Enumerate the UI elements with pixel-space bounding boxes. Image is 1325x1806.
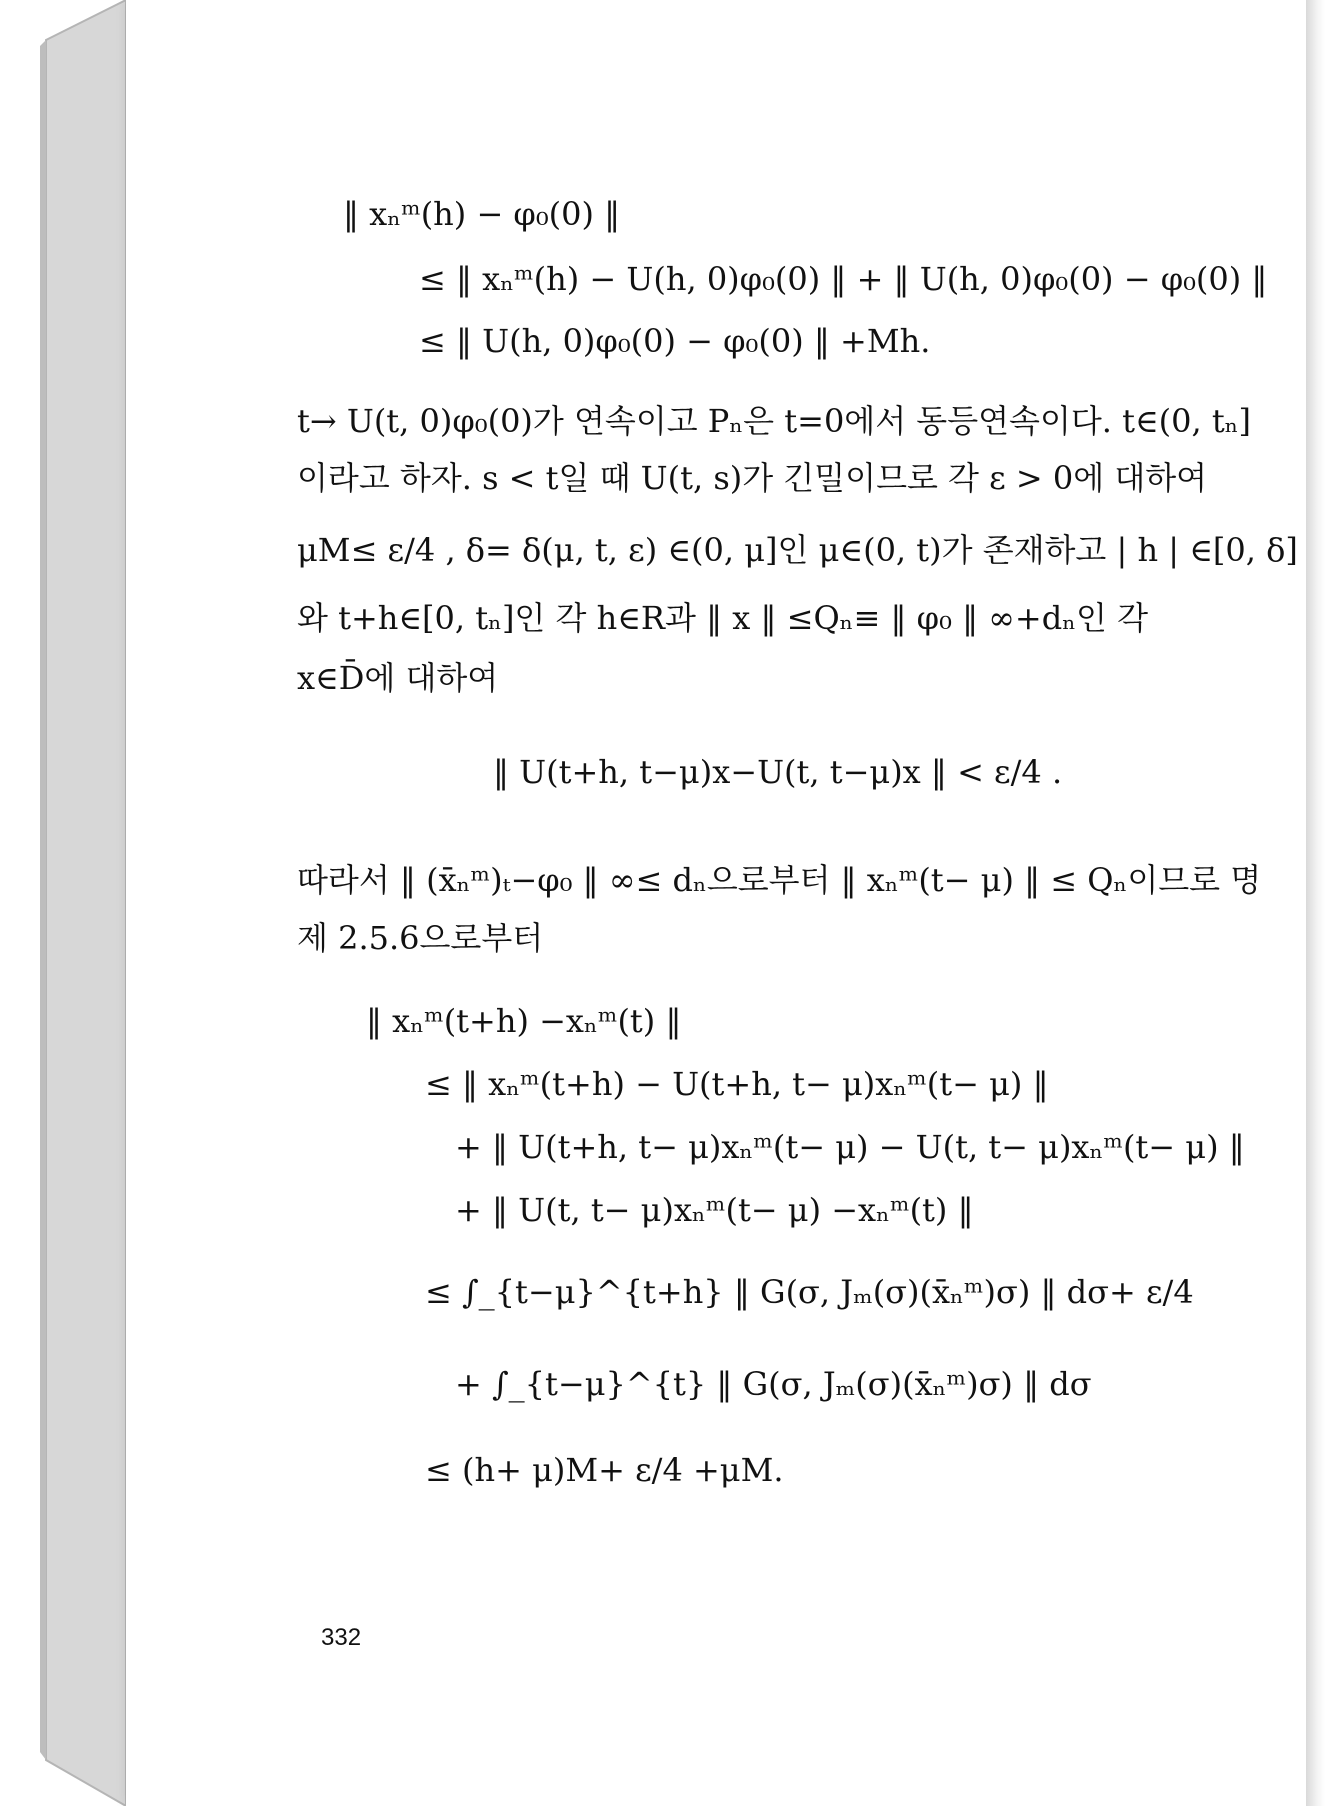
text-line-6: 따라서 ‖ (x̄ₙᵐ)ₜ−φ₀ ‖ ∞≤ dₙ으로부터 ‖ xₙᵐ(t− μ) ‖ ≤ Qₙ이므로 명 (297, 861, 1262, 899)
math-line-1: ‖ xₙᵐ(h) − φ₀(0) ‖ (343, 195, 621, 233)
page-edge (1306, 0, 1325, 1806)
book-spine (0, 0, 130, 1806)
math-line-6: + ‖ U(t+h, t− μ)xₙᵐ(t− μ) − U(t, t− μ)xₙᵐ(t− μ) ‖ (455, 1128, 1245, 1166)
math-line-3: ≤ ‖ U(h, 0)φ₀(0) − φ₀(0) ‖ +Mh. (419, 322, 931, 360)
text-line-3: μM≤ ε/4 , δ= δ(μ, t, ε) ∈(0, μ]인 μ∈(0, t)가 존재하고 | h | ∈[0, δ] (297, 531, 1298, 569)
text-line-4: 와 t+h∈[0, tₙ]인 각 h∈R과 ‖ x ‖ ≤Qₙ≡ ‖ φ₀ ‖ ∞+dₙ인 각 (297, 599, 1149, 637)
math-display-1: ‖ U(t+h, t−μ)x−U(t, t−μ)x ‖ < ε/4 . (493, 753, 1063, 791)
math-line-10: ≤ (h+ μ)M+ ε/4 +μM. (425, 1451, 784, 1489)
math-line-7: + ‖ U(t, t− μ)xₙᵐ(t− μ) −xₙᵐ(t) ‖ (455, 1191, 974, 1229)
math-line-5: ≤ ‖ xₙᵐ(t+h) − U(t+h, t− μ)xₙᵐ(t− μ) ‖ (425, 1065, 1049, 1103)
math-line-8: ≤ ∫_{t−μ}^{t+h} ‖ G(σ, Jₘ(σ)(x̄ₙᵐ)σ) ‖ dσ+ ε/4 (425, 1273, 1194, 1311)
math-line-2: ≤ ‖ xₙᵐ(h) − U(h, 0)φ₀(0) ‖ + ‖ U(h, 0)φ₀(0) − φ₀(0) ‖ (419, 260, 1268, 298)
text-line-5: x∈D̄에 대하여 (297, 659, 499, 697)
math-line-4: ‖ xₙᵐ(t+h) −xₙᵐ(t) ‖ (366, 1002, 682, 1040)
text-line-7: 제 2.5.6으로부터 (297, 919, 544, 957)
page-number: 332 (321, 1624, 362, 1651)
math-line-9: + ∫_{t−μ}^{t} ‖ G(σ, Jₘ(σ)(x̄ₙᵐ)σ) ‖ dσ (455, 1365, 1092, 1403)
text-line-1: t→ U(t, 0)φ₀(0)가 연속이고 Pₙ은 t=0에서 동등연속이다. t∈(0, tₙ] (297, 402, 1252, 440)
text-line-2: 이라고 하자. s < t일 때 U(t, s)가 긴밀이므로 각 ε > 0에 대하여 (297, 459, 1208, 497)
